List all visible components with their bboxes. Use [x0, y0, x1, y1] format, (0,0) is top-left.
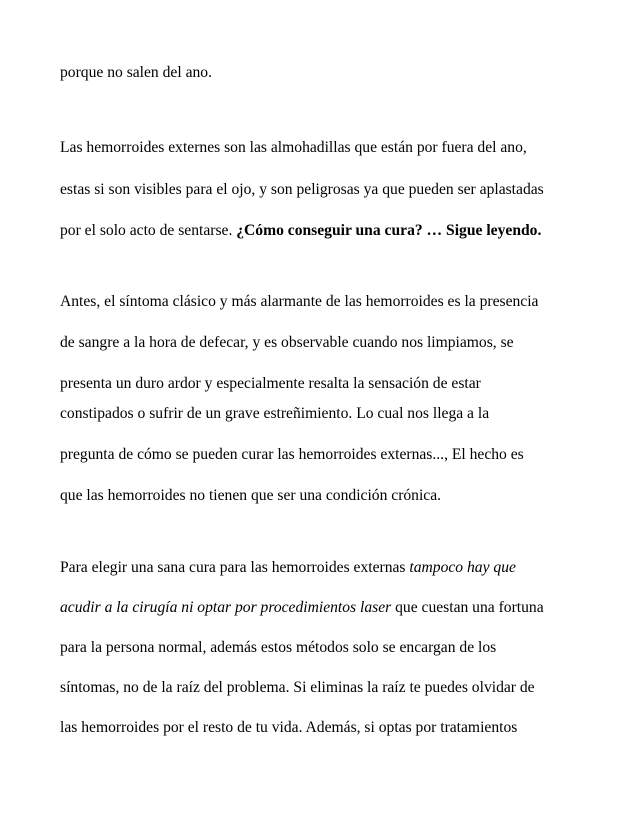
paragraph-1-line-1: Las hemorroides externes son las almohadillas que están por fuera del ano,: [60, 139, 527, 156]
text-line: [60, 63, 580, 83]
paragraph-2-line-3: presenta un duro ardor y especialmente resalta la sensación de estar: [60, 375, 481, 392]
text-line: [60, 598, 580, 618]
paragraph-2-line-1: Antes, el síntoma clásico y más alarmante de las hemorroides es la presencia: [60, 293, 539, 310]
italic-text: acudir a la cirugía ni optar por procedimientos laser: [60, 599, 392, 616]
text-line: [60, 404, 580, 424]
paragraph-3-line-5: las hemorroides por el resto de tu vida. Además, si optas por tratamientos: [60, 719, 518, 736]
text-line: [60, 718, 580, 738]
text-line: [60, 180, 580, 200]
paragraph-3-line-3: para la persona normal, además estos métodos solo se encargan de los: [60, 639, 497, 656]
paragraph-2-line-5: pregunta de cómo se pueden curar las hemorroides externas..., El hecho es: [60, 446, 524, 463]
text-line: [60, 445, 580, 465]
paragraph-3-line-4: síntomas, no de la raíz del problema. Si eliminas la raíz te puedes olvidar de: [60, 679, 535, 696]
text-line: [60, 333, 580, 353]
text-line: [60, 678, 580, 698]
italic-text: tampoco hay que: [409, 559, 516, 576]
text-line: [60, 486, 580, 506]
paragraph-2-line-6: que las hemorroides no tienen que ser una condición crónica.: [60, 487, 442, 504]
text-line: [60, 638, 580, 658]
paragraph-3-line-2: que cuestan una fortuna: [391, 599, 544, 616]
text-line: [60, 558, 580, 578]
paragraph-1-line-2: estas si son visibles para el ojo, y son peligrosas ya que pueden ser aplastadas: [60, 181, 544, 198]
text-line: [60, 292, 580, 312]
paragraph-0-line-1: porque no salen del ano.: [60, 64, 212, 81]
text-line: [60, 221, 580, 241]
paragraph-2-line-2: de sangre a la hora de defecar, y es observable cuando nos limpiamos, se: [60, 334, 514, 351]
paragraph-2-line-4: constipados o sufrir de un grave estreñimiento. Lo cual nos llega a la: [60, 405, 490, 422]
text-line: [60, 374, 580, 394]
text-line: [60, 138, 580, 158]
cta-bold-text: ¿Cómo conseguir una cura? … Sigue leyendo.: [236, 222, 542, 239]
paragraph-1-line-3: por el solo acto de sentarse.: [60, 222, 237, 239]
paragraph-3-line-1: Para elegir una sana cura para las hemorroides externas: [60, 559, 410, 576]
